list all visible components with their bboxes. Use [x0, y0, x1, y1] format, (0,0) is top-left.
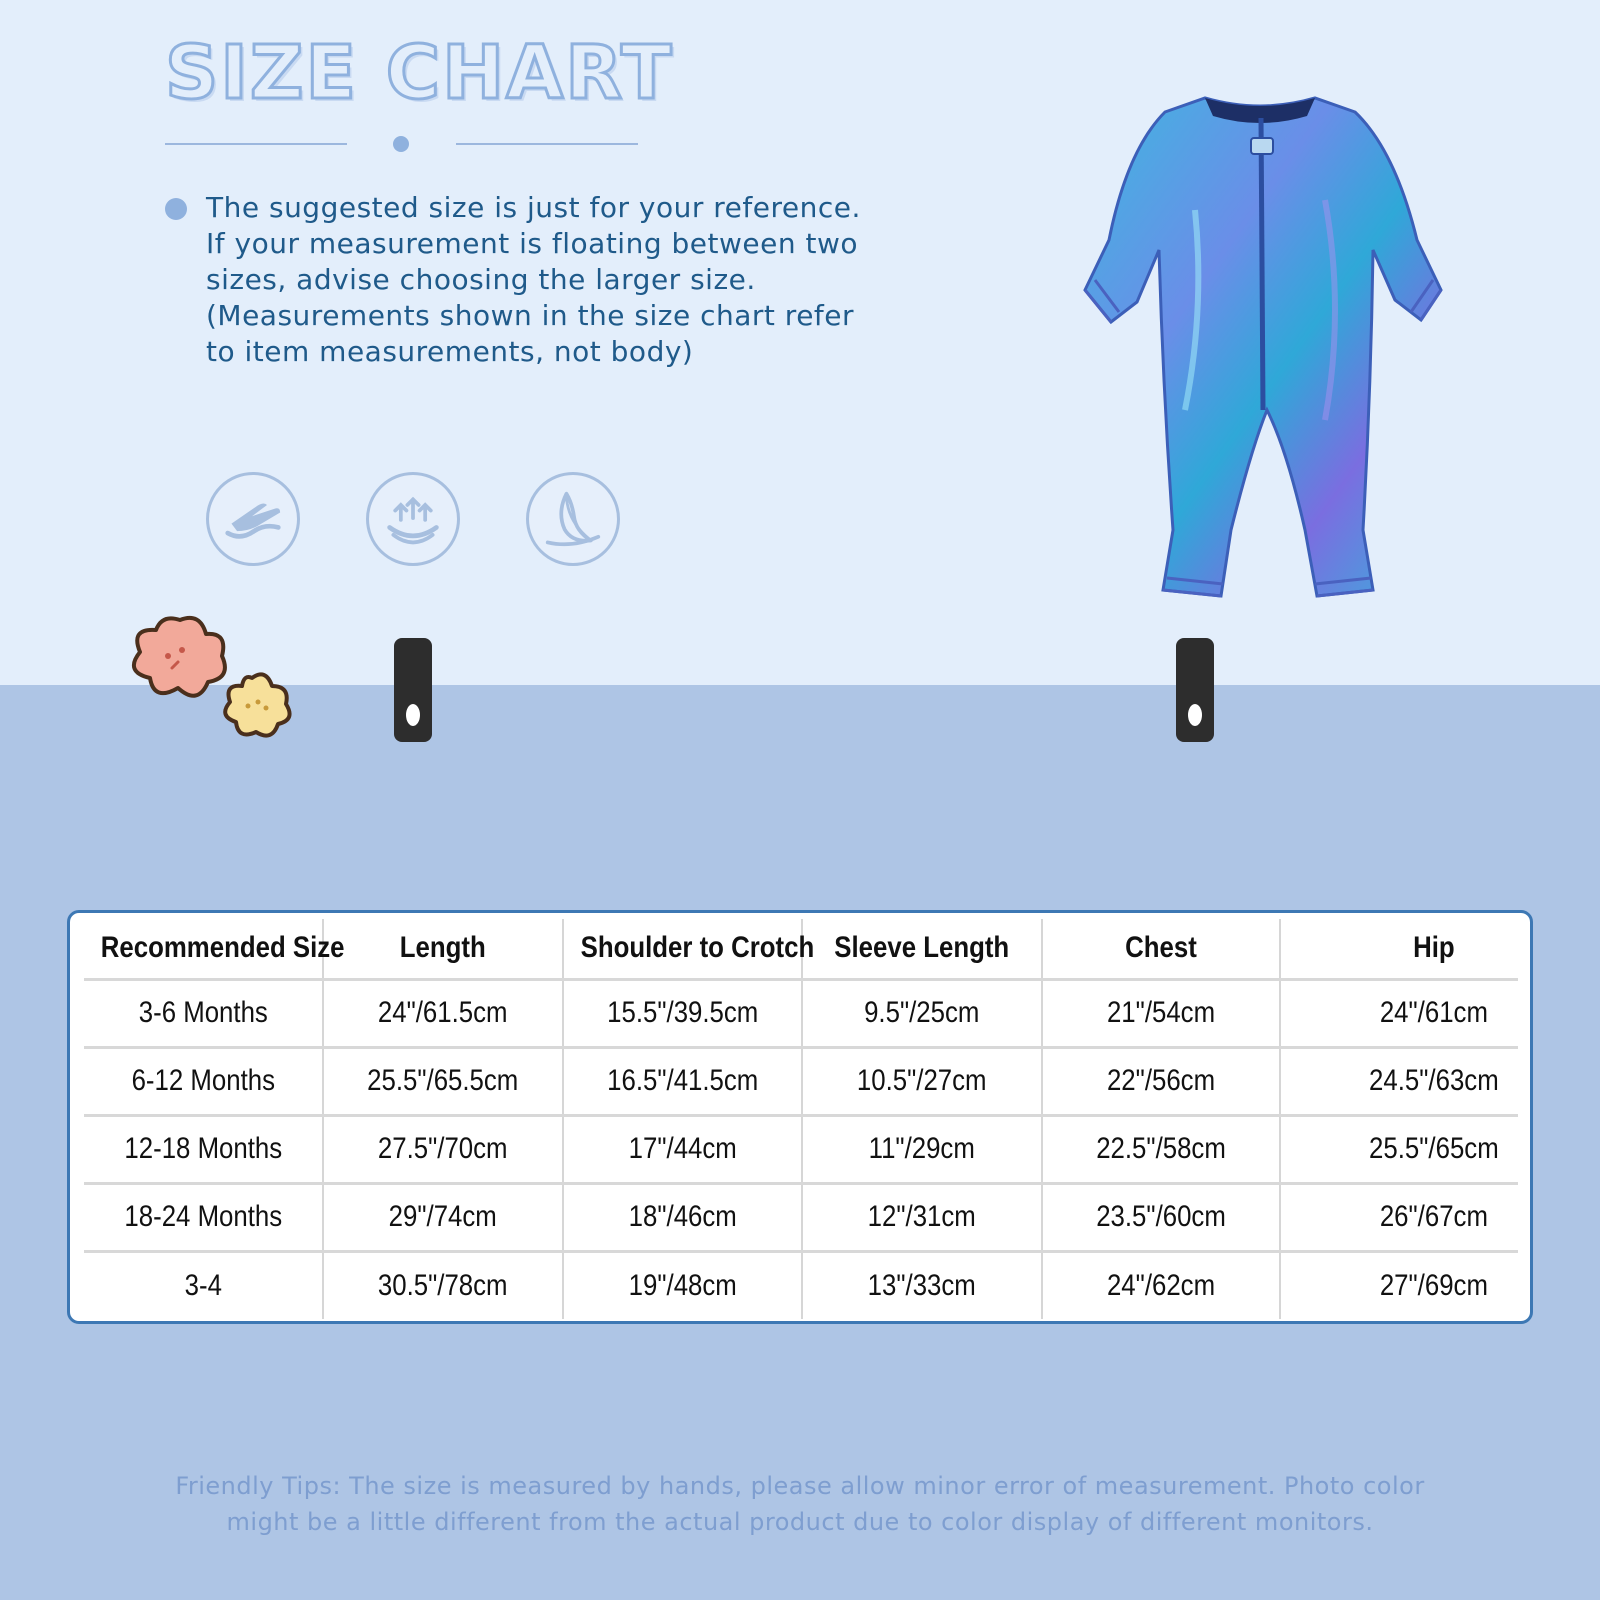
table-cell: 12-18 Months — [124, 1132, 283, 1165]
soft-feather-icon — [526, 472, 620, 566]
page-title: SIZE CHART — [165, 30, 674, 116]
table-cell: 25.5"/65.5cm — [340, 1047, 546, 1115]
table-cell: 24.5"/63cm — [1297, 1047, 1502, 1115]
title-divider-right — [456, 143, 638, 145]
column-header: Chest — [1059, 919, 1264, 979]
table-cell: 18"/46cm — [580, 1183, 786, 1251]
table-cell: 11"/29cm — [819, 1115, 1025, 1183]
table-cell: 27.5"/70cm — [340, 1115, 546, 1183]
table-row — [84, 1183, 1518, 1251]
table-cell: 19"/48cm — [580, 1251, 786, 1319]
table-cell: 24"/61cm — [1297, 979, 1502, 1047]
quick-dry-icon — [366, 472, 460, 566]
table-cell: 26"/67cm — [1297, 1183, 1502, 1251]
hanger-clip-right — [1176, 638, 1214, 742]
table-cell: 13"/33cm — [819, 1251, 1025, 1319]
size-note: The suggested size is just for your reference. If your measurement is floating between two sizes, advise choosing the larger size. (Measurements shown in the size chart refer to item measurements, not body) — [206, 191, 861, 368]
jumpsuit-product-image — [1055, 90, 1465, 620]
table-row — [84, 979, 1518, 1047]
table-cell: 23.5"/60cm — [1059, 1183, 1264, 1251]
table-row — [84, 1115, 1518, 1183]
column-header: Recommended Size — [100, 931, 345, 965]
table-cell: 21"/54cm — [1059, 979, 1264, 1047]
table-cell: 22"/56cm — [1059, 1047, 1264, 1115]
table-cell: 24"/62cm — [1059, 1251, 1264, 1319]
table-cell: 18-24 Months — [124, 1200, 283, 1233]
table-row — [84, 1251, 1518, 1319]
table-cell: 6-12 Months — [131, 1064, 276, 1097]
table-cell: 30.5"/78cm — [340, 1251, 546, 1319]
hanger-clip-left — [394, 638, 432, 742]
hand-wash-icon — [206, 472, 300, 566]
table-header-row — [84, 919, 1518, 979]
table-cell: 16.5"/41.5cm — [580, 1047, 786, 1115]
table-cell: 3-6 Months — [138, 996, 268, 1029]
table-cell: 24"/61.5cm — [340, 979, 546, 1047]
table-cell: 29"/74cm — [340, 1183, 546, 1251]
note-bullet-icon — [165, 198, 187, 220]
table-cell: 9.5"/25cm — [819, 979, 1025, 1047]
friendly-tips: Friendly Tips: The size is measured by hands, please allow minor error of measurement. Photo color might be a little different from the actual product due to color display of different monitors. — [175, 1472, 1425, 1536]
table-cell: 3-4 — [184, 1268, 222, 1302]
table-cell: 22.5"/58cm — [1059, 1115, 1264, 1183]
table-cell: 15.5"/39.5cm — [580, 979, 786, 1047]
table-cell: 27"/69cm — [1297, 1251, 1502, 1319]
title-divider-left — [165, 143, 347, 145]
table-cell: 12"/31cm — [819, 1183, 1025, 1251]
table-cell: 17"/44cm — [580, 1115, 786, 1183]
column-header: Length — [340, 919, 546, 979]
title-divider-dot — [393, 136, 409, 152]
table-cell: 25.5"/65cm — [1297, 1115, 1502, 1183]
column-header: Shoulder to Crotch — [580, 919, 786, 979]
size-table-card — [67, 910, 1533, 1324]
table-cell: 10.5"/27cm — [819, 1047, 1025, 1115]
size-table — [84, 919, 1518, 1319]
column-header: Sleeve Length — [819, 919, 1025, 979]
table-row — [84, 1047, 1518, 1115]
flower-decoration — [120, 612, 310, 752]
column-header: Hip — [1297, 919, 1502, 979]
